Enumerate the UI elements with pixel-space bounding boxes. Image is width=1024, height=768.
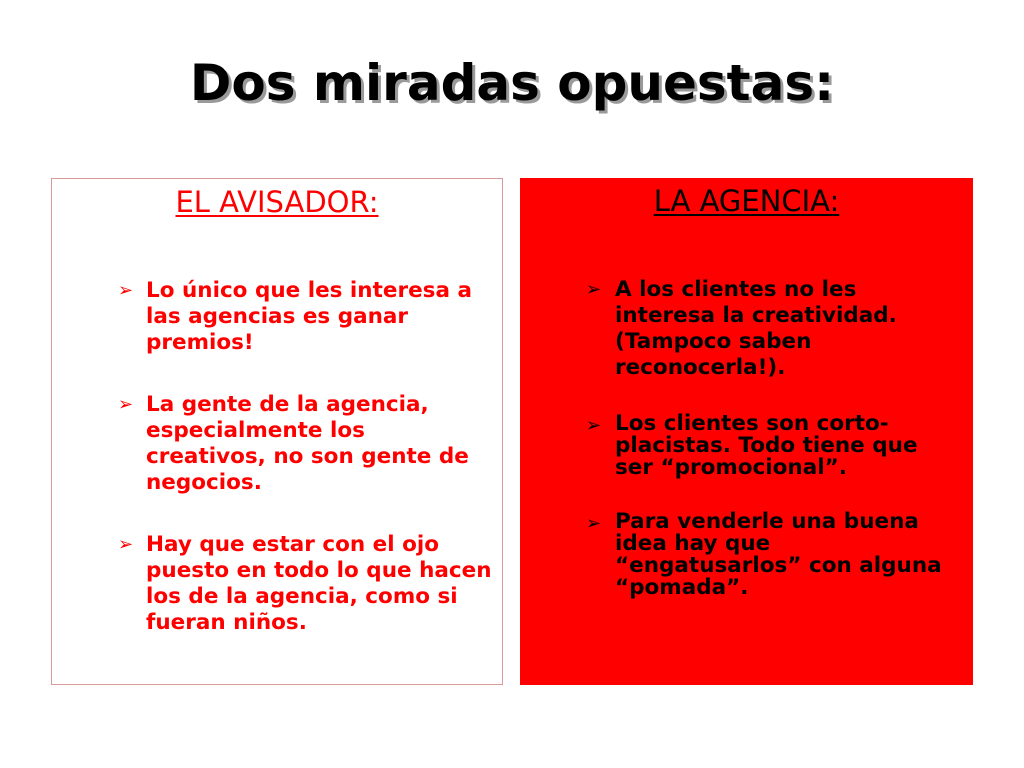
arrowhead-bullet-icon: ➢ [586,513,602,534]
avisador-bullet-list [52,278,502,672]
bullet-text: La gente de la agencia, especialmente los creativos, no son gente de negocios. [146,392,469,495]
bullet-text: Para venderle una buena idea hay que “engatusarlos” con alguna “pomada”. [615,509,942,600]
arrowhead-bullet-icon: ➢ [586,415,602,436]
list-item [52,392,502,496]
slide-title: Dos miradas opuestas: [189,54,835,112]
list-item [520,277,973,381]
agencia-panel [520,178,973,685]
bullet-text: Los clientes son corto-placistas. Todo tiene que ser “promocional”. [615,411,918,480]
arrowhead-bullet-icon: ➢ [118,394,134,415]
list-item [52,532,502,636]
list-item [52,278,502,356]
bullet-text: Lo único que les interesa a las agencias es ganar premios! [146,278,472,355]
arrowhead-bullet-icon: ➢ [118,534,134,555]
list-item [520,511,973,599]
bullet-text: A los clientes no les interesa la creatividad. (Tampoco saben reconocerla!). [615,277,897,380]
arrowhead-bullet-icon: ➢ [118,280,134,301]
avisador-heading: EL AVISADOR: [175,185,379,219]
agencia-heading: LA AGENCIA: [653,184,840,218]
bullet-text: Hay que estar con el ojo puesto en todo lo que hacen los de la agencia, como si fueran niños. [146,532,492,635]
arrowhead-bullet-icon: ➢ [586,279,602,300]
avisador-panel [51,178,503,685]
agencia-bullet-list [520,277,973,631]
list-item [520,413,973,479]
